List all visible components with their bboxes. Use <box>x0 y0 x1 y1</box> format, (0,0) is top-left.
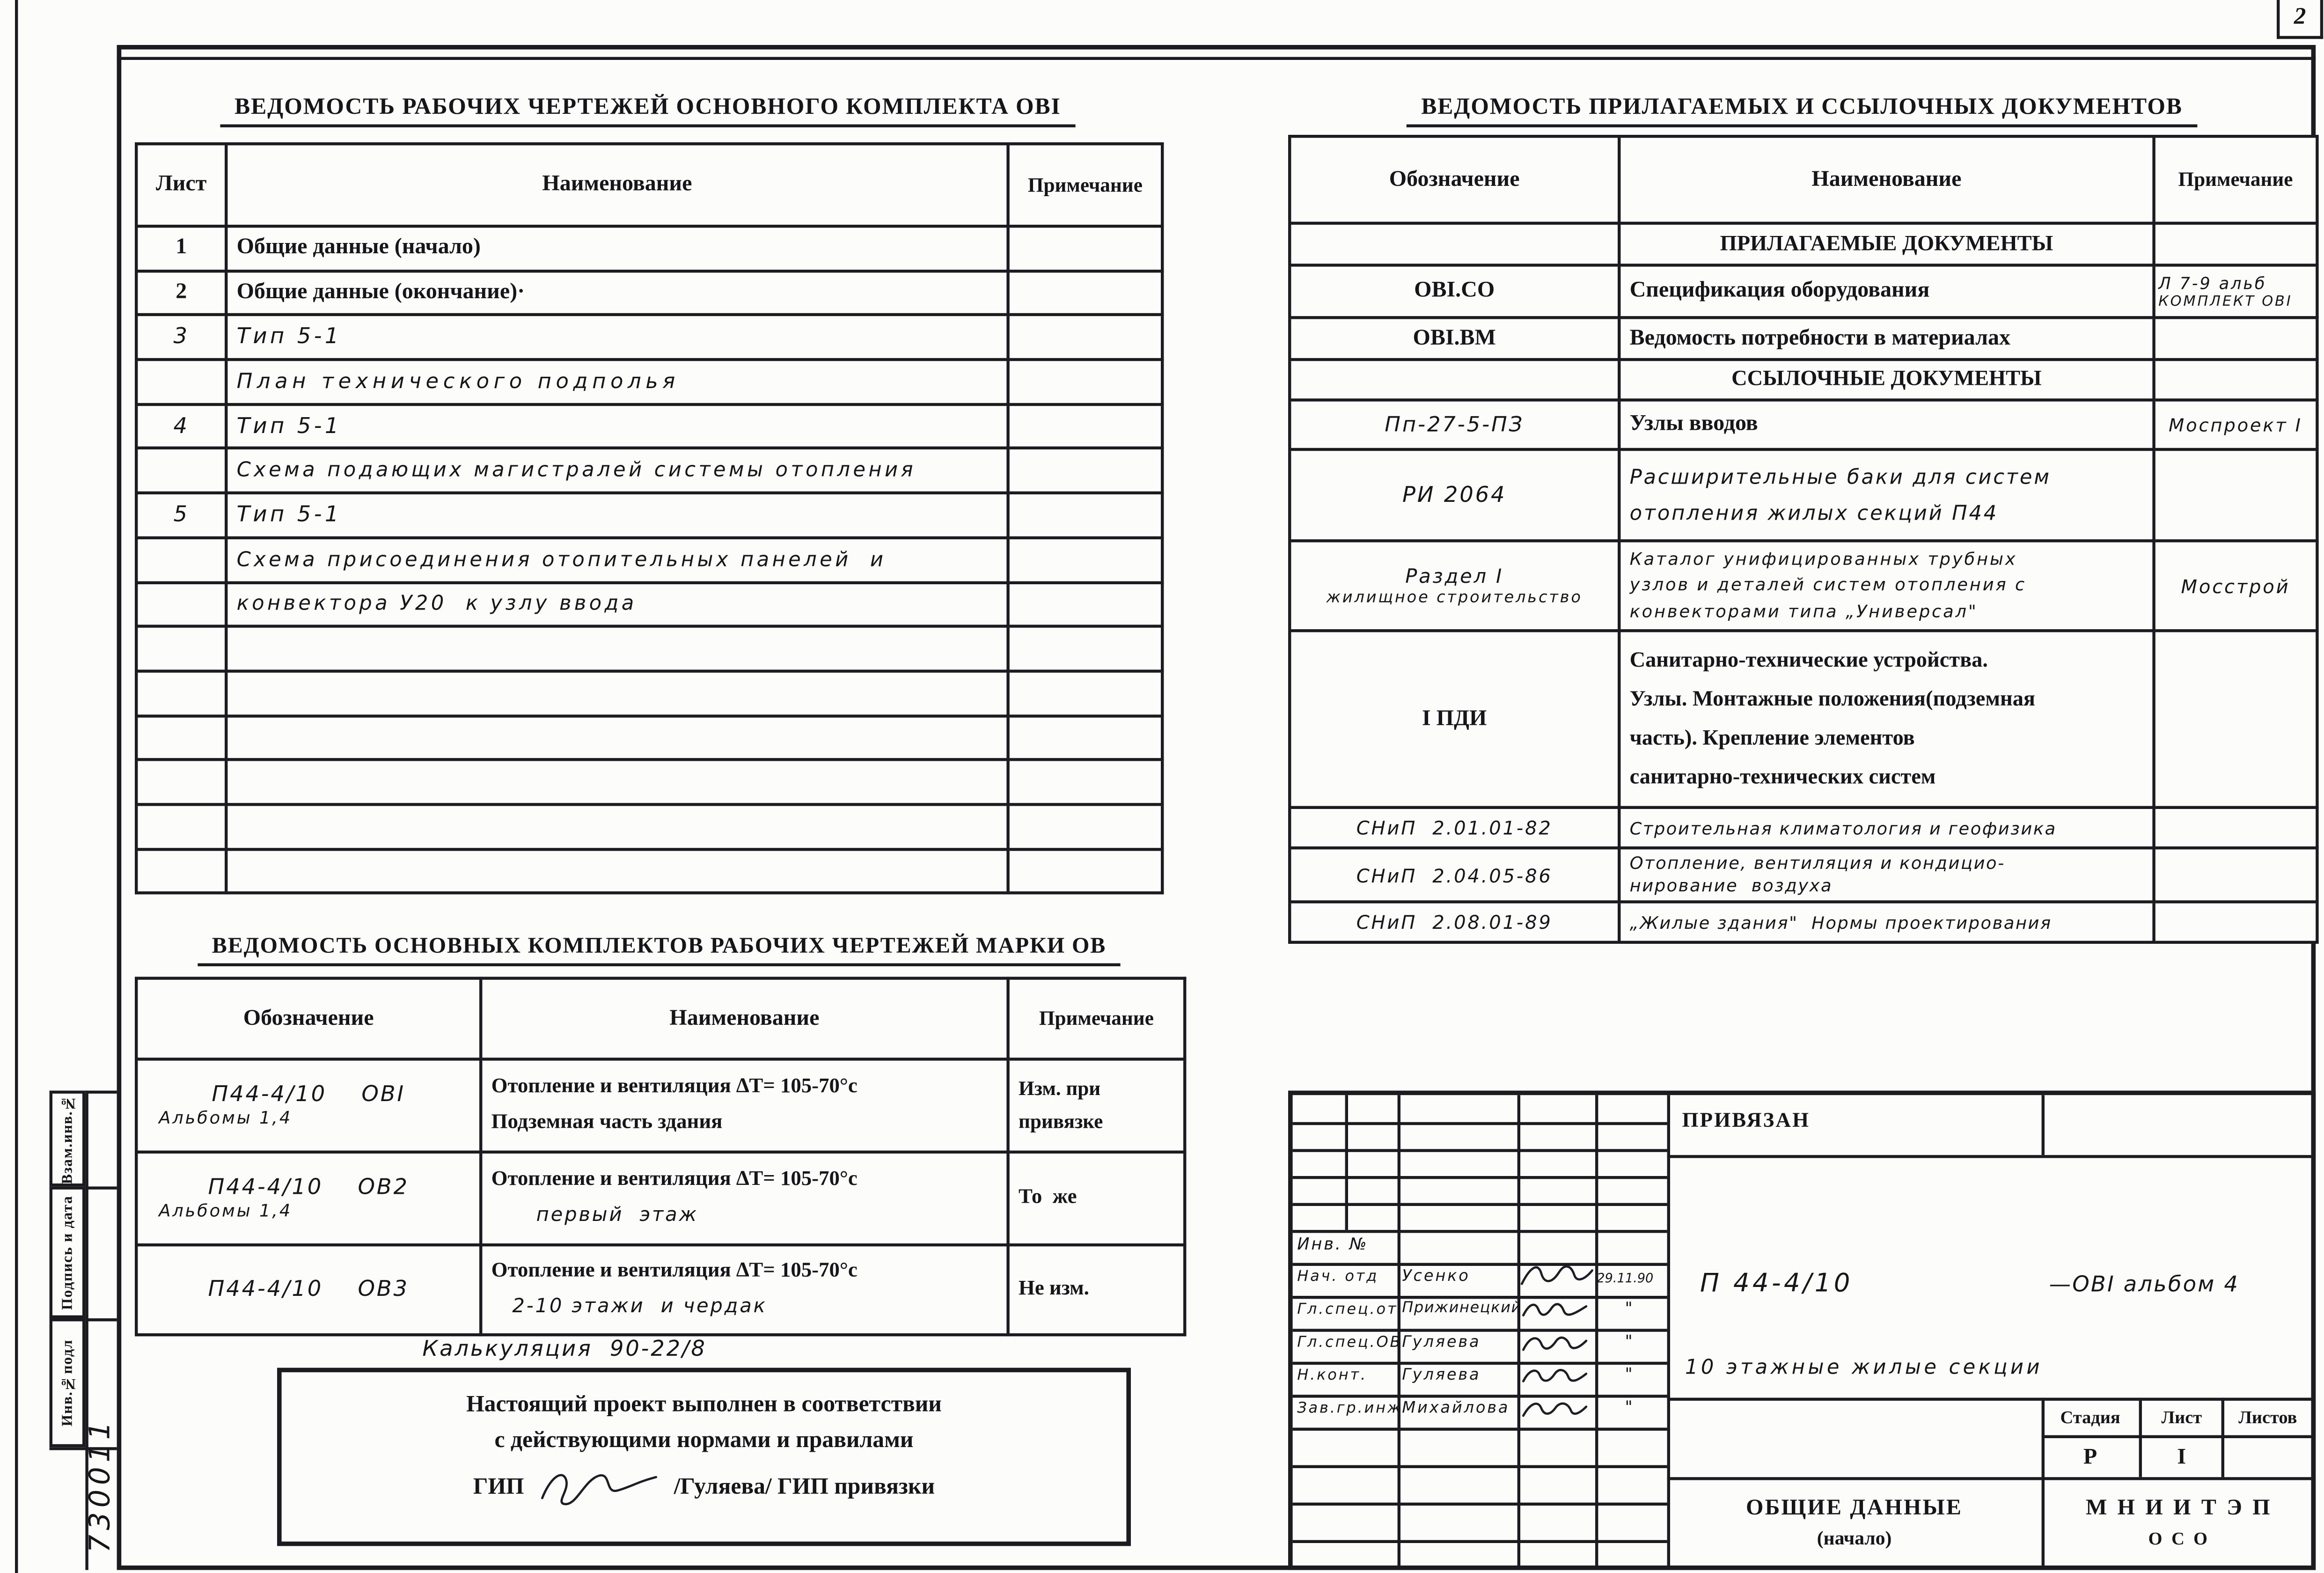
statement-signature-line <box>282 1467 1127 1509</box>
sign-date-box <box>50 1186 86 1318</box>
sign-role: Зав.гр.инж <box>1297 1401 1403 1418</box>
calculation-note: Калькуляция 90-22/8 <box>422 1338 707 1362</box>
designation-cell: Пп-27-5-ПЗ <box>1385 412 1525 437</box>
table-row <box>1290 317 2317 360</box>
note-cell: КОМПЛЕКТ ОВI <box>2158 293 2293 309</box>
rule <box>1293 1149 1667 1152</box>
table-row <box>136 715 1162 760</box>
table-row <box>136 582 1162 626</box>
signature-icon <box>536 1467 662 1509</box>
col-note: Примечание <box>1039 1007 1154 1029</box>
sheet-name: ОБЩИЕ ДАННЫЕ <box>1746 1496 1963 1520</box>
table-row <box>1290 902 2317 942</box>
page-number-box <box>2277 0 2323 39</box>
sheet-cell: 3 <box>173 325 189 350</box>
table-row <box>136 626 1162 671</box>
org-name: МНИИТЭП <box>2085 1496 2280 1520</box>
designation-cell: ОВI.СО <box>1414 279 1495 303</box>
note-cell: Изм. при <box>1019 1077 1101 1100</box>
note-cell: привязке <box>1019 1110 1103 1133</box>
designation-cell: РИ 2064 <box>1402 483 1507 507</box>
col-designation: Обозначение <box>1389 167 1520 191</box>
signature-icon <box>1520 1332 1589 1356</box>
sheet-value: I <box>2177 1445 2186 1469</box>
name-cell: Схема присоединения отопительных панелей и <box>236 548 887 572</box>
name-cell: Отопление и вентиляция ∆Т= 105-70°с <box>491 1260 858 1283</box>
sheet-name-suffix: (начало) <box>1817 1526 1892 1549</box>
name-cell: первый этаж <box>536 1204 698 1227</box>
table-row <box>136 360 1162 404</box>
rule <box>1293 1230 1667 1233</box>
table-row <box>136 804 1162 849</box>
table-row <box>136 1245 1185 1335</box>
table-row <box>136 493 1162 537</box>
sign-date-label: Подпись и дата <box>59 1195 76 1310</box>
designation-cell: Раздел I <box>1405 566 1504 588</box>
sign-date: 29.11.90 <box>1597 1272 1654 1287</box>
note-cell: Л 7-9 альб <box>2158 273 2267 293</box>
paper-edge-line <box>15 0 18 1573</box>
name-cell: План технического подполья <box>236 370 680 394</box>
table-row <box>136 671 1162 715</box>
rule <box>1667 1155 2311 1158</box>
name-cell: конвекторами типа „Универсал" <box>1629 600 1978 622</box>
sheet-cell: 2 <box>176 280 187 304</box>
sheet-cell: 4 <box>173 414 189 439</box>
designation-cell: П44-4/10 ОВ2 <box>208 1176 409 1200</box>
sign-name: Гуляева <box>1402 1366 1481 1384</box>
inv-number-label: Инв. № <box>1297 1234 1369 1254</box>
signature-icon <box>1520 1365 1589 1389</box>
table-header-row <box>136 978 1185 1059</box>
sign-name: Прижинецкий <box>1402 1300 1522 1317</box>
col-sheet: Лист <box>156 172 207 197</box>
designation-cell: ОВI.ВМ <box>1413 326 1496 350</box>
sheets-header: Листов <box>2238 1406 2297 1427</box>
privyazan-label: ПРИВЯЗАН <box>1682 1110 1811 1133</box>
statement-box <box>277 1368 1131 1546</box>
sheet-name-cell <box>1667 1480 2042 1566</box>
table-row <box>136 448 1162 493</box>
name-cell: 2-10 этажи и чердак <box>512 1296 767 1318</box>
rule <box>1293 1503 1667 1506</box>
sign-date: " <box>1625 1365 1635 1384</box>
table-row <box>1290 848 2317 902</box>
statement-line: Настоящий проект выполнен в соответствии <box>466 1391 942 1418</box>
sheet-cell: 5 <box>173 503 189 528</box>
table-header-row <box>1290 136 2317 223</box>
name-cell: Узлы вводов <box>1629 412 1758 436</box>
table-row <box>136 760 1162 804</box>
name-cell: Подземная часть здания <box>491 1111 723 1134</box>
note-cell: То же <box>1019 1186 1077 1209</box>
name-cell: Тип 5-1 <box>236 503 342 528</box>
name-cell: Отопление и вентиляция ∆Т= 105-70°с <box>491 1075 858 1098</box>
gip-suffix: /Гуляева/ ГИП привязки <box>674 1474 935 1500</box>
name-cell: „Жилые здания" Нормы проектирования <box>1629 911 2052 933</box>
sign-date: " <box>1625 1299 1635 1318</box>
designation-cell: Альбомы 1,4 <box>159 1107 293 1128</box>
org-unit: ОСО <box>2148 1527 2217 1549</box>
inventory-number: 730011 <box>84 1417 117 1553</box>
ref-table-title: ВЕДОМОСТЬ ПРИЛАГАЕМЫХ И ССЫЛОЧНЫХ ДОКУМЕНТОВ <box>1288 95 2316 122</box>
rule <box>1293 1122 1667 1125</box>
name-cell: Общие данные (начало) <box>236 235 481 260</box>
col-name: Наименование <box>542 172 692 197</box>
table-row <box>1290 449 2317 541</box>
inv-orig-label: Инв.№подл <box>59 1339 76 1426</box>
name-cell: Строительная климатология и геофизика <box>1629 817 2057 838</box>
signature-icon <box>1520 1299 1589 1323</box>
designation-cell: СНиП 2.04.05-86 <box>1356 863 1553 886</box>
name-cell: Отопление, вентиляция и кондицио- <box>1629 852 2005 873</box>
name-cell: узлов и деталей систем отопления с <box>1629 574 2027 595</box>
rule <box>1293 1203 1667 1206</box>
sets-table-title: ВЕДОМОСТЬ ОСНОВНЫХ КОМПЛЕКТОВ РАБОЧИХ ЧЕРТЕЖЕЙ МАРКИ ОВ <box>135 935 1183 960</box>
table-row <box>1290 808 2317 848</box>
designation-cell: П44-4/10 ОВ3 <box>208 1278 409 1302</box>
rule <box>1345 1095 1348 1230</box>
table-row <box>136 1152 1185 1245</box>
table-row <box>136 271 1162 315</box>
gip-label: ГИП <box>473 1474 524 1500</box>
name-cell: Схема подающих магистралей системы отопления <box>236 459 916 483</box>
sheet-header: Лист <box>2161 1406 2202 1427</box>
sign-role: Гл.спец.от <box>1297 1301 1398 1318</box>
page-number: 2 <box>2294 4 2306 30</box>
table-row <box>1290 400 2317 449</box>
designation-cell: жилищное строительство <box>1326 588 1583 606</box>
section-title: ПРИЛАГАЕМЫЕ ДОКУМЕНТЫ <box>1720 231 2053 256</box>
table-row <box>136 226 1162 271</box>
replace-inv-box <box>50 1091 86 1187</box>
name-cell: Узлы. Монтажные положения(подземная <box>1629 687 2035 712</box>
designation-cell: I ПДИ <box>1422 706 1487 730</box>
name-cell: Санитарно-технические устройства. <box>1629 648 1988 673</box>
doc-code: П 44-4/10 <box>1700 1269 1853 1299</box>
org-cell <box>2045 1480 2311 1566</box>
note-cell: Моспроект I <box>2169 414 2302 435</box>
section-row <box>1290 223 2317 265</box>
name-cell: отопления жилых секций П44 <box>1629 501 1999 525</box>
sign-date: " <box>1625 1397 1635 1418</box>
rule <box>1293 1176 1667 1179</box>
sign-role: Н.конт. <box>1297 1367 1367 1384</box>
table-row <box>1290 541 2317 631</box>
object-name: 10 этажные жилые секции <box>1685 1356 2043 1380</box>
table-row <box>136 537 1162 582</box>
rule <box>1293 1465 1667 1468</box>
title-block <box>1288 1091 2316 1570</box>
working-table-title: ВЕДОМОСТЬ РАБОЧИХ ЧЕРТЕЖЕЙ ОСНОВНОГО КОМПЛЕКТА ОВI <box>135 95 1161 122</box>
note-cell: Не изм. <box>1019 1278 1089 1301</box>
designation-cell: СНиП 2.08.01-89 <box>1356 911 1553 934</box>
inv-orig-box <box>50 1318 86 1447</box>
name-cell: Тип 5-1 <box>236 325 342 350</box>
replace-inv-label: Взам.инв.№ <box>59 1093 76 1184</box>
table-row <box>1290 631 2317 808</box>
sheet-cell: 1 <box>176 235 187 260</box>
sign-date: " <box>1625 1331 1635 1352</box>
rule <box>1293 1263 1667 1266</box>
table-row <box>136 315 1162 360</box>
album-label: —ОВI альбом 4 <box>2049 1273 2240 1298</box>
statement-line: с действующими нормами и правилами <box>494 1427 914 1453</box>
signature-icon <box>1520 1398 1589 1422</box>
designation-cell: СНиП 2.01.01-82 <box>1356 816 1553 839</box>
name-cell: Ведомость потребности в материалах <box>1629 326 2010 350</box>
name-cell: Отопление и вентиляция ∆Т= 105-70°с <box>491 1169 858 1191</box>
table-row <box>136 1059 1185 1152</box>
ref-docs-table <box>1288 135 2319 944</box>
name-cell: Общие данные (окончание)· <box>236 280 525 304</box>
rule <box>1293 1540 1667 1543</box>
name-cell: Каталог унифицированных трубных <box>1629 548 2017 569</box>
col-name: Наименование <box>1811 167 1962 191</box>
col-name: Наименование <box>669 1006 820 1030</box>
name-cell: Расширительные баки для систем <box>1629 465 2051 489</box>
sign-name: Михайлова <box>1402 1399 1510 1418</box>
note-cell: Мосстрой <box>2181 574 2290 597</box>
sign-name: Усенко <box>1402 1267 1470 1286</box>
section-title: ССЫЛОЧНЫЕ ДОКУМЕНТЫ <box>1731 367 2042 391</box>
col-note: Примечание <box>1027 173 1143 196</box>
name-cell: нирование воздуха <box>1629 875 1833 896</box>
frame-double-top-line <box>117 57 2316 60</box>
rule <box>1293 1428 1667 1431</box>
sign-role: Гл.спец.ОВ <box>1297 1335 1402 1352</box>
name-cell: Тип 5-1 <box>236 414 342 439</box>
sign-name: Гуляева <box>1402 1333 1481 1352</box>
col-designation: Обозначение <box>243 1006 374 1030</box>
stage-value: Р <box>2083 1445 2097 1469</box>
signature-icon <box>1518 1260 1595 1293</box>
col-note: Примечание <box>2178 168 2293 191</box>
rule <box>2042 1095 2045 1155</box>
table-row <box>136 849 1162 893</box>
name-cell: санитарно-технических систем <box>1629 765 1936 790</box>
main-sets-table <box>135 977 1186 1336</box>
designation-cell: Альбомы 1,4 <box>159 1200 293 1221</box>
working-drawings-table <box>135 142 1164 895</box>
name-cell: часть). Крепление элементов <box>1629 727 1915 751</box>
table-header-row <box>136 144 1162 226</box>
name-cell: конвектора У20 к узлу ввода <box>236 592 637 617</box>
sign-role: Нач. отд <box>1297 1269 1379 1286</box>
section-row <box>1290 360 2317 400</box>
table-row <box>1290 265 2317 317</box>
designation-cell: П44-4/10 ОВI <box>212 1083 405 1107</box>
table-row <box>136 404 1162 448</box>
stage-header: Стадия <box>2060 1406 2120 1427</box>
name-cell: Спецификация оборудования <box>1629 279 1930 303</box>
